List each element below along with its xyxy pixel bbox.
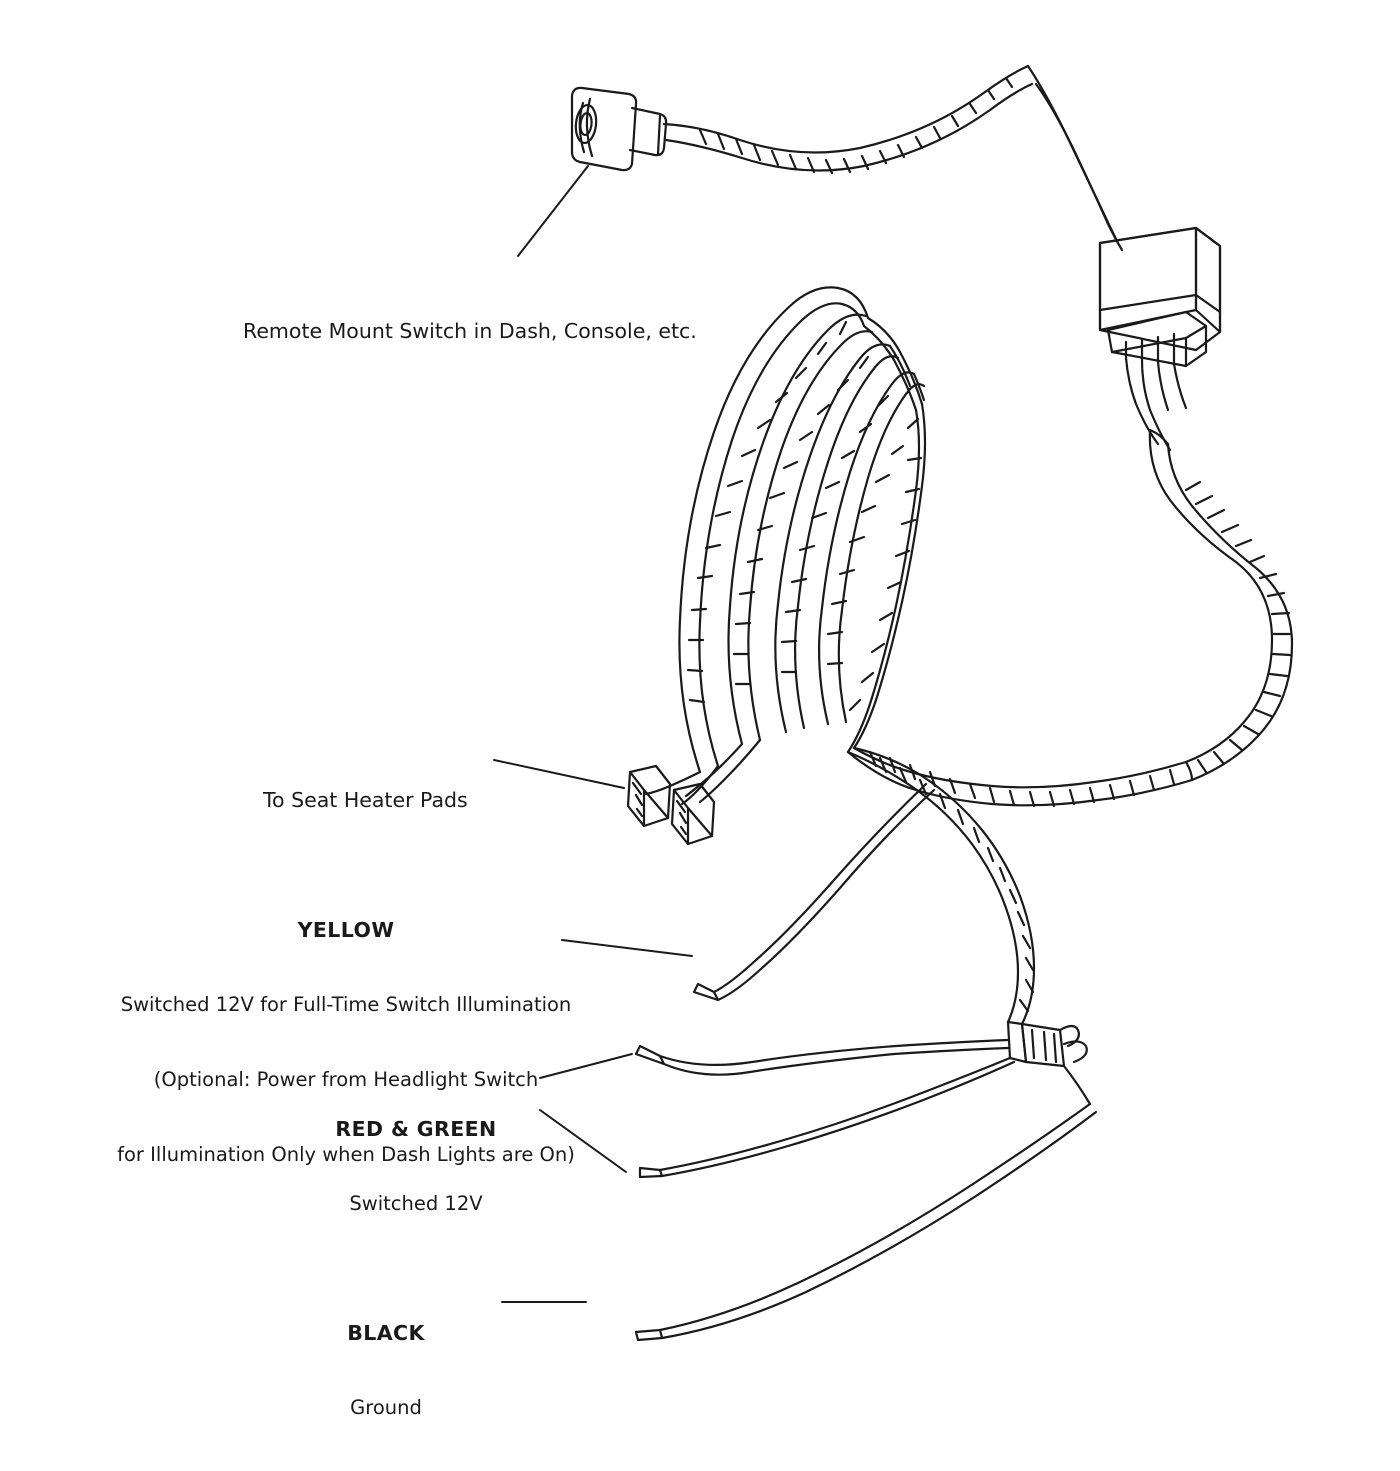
callout-remote-switch — [243, 266, 697, 397]
relay-module — [1028, 66, 1292, 780]
red-green-pigtail-wires — [636, 1040, 1014, 1177]
callout-black-label: BLACK — [347, 1320, 425, 1345]
callout-seat-heater-pads — [263, 735, 468, 866]
callout-yellow-label: YELLOW — [297, 917, 395, 942]
callout-yellow-line3: for Illumination Only when Dash Lights are On) — [117, 1142, 575, 1166]
leader-remote-switch — [518, 166, 588, 256]
coiled-wire-bundle — [679, 287, 925, 772]
main-sleeve-run — [848, 748, 1192, 1024]
leader-seat-heater-pads — [494, 760, 624, 788]
fuse-holder — [1008, 1022, 1090, 1104]
callout-black-line1: Ground — [350, 1396, 422, 1420]
callout-red-green-line1: Switched 12V — [349, 1192, 483, 1216]
callout-black — [300, 1270, 472, 1471]
callout-red-green-label: RED & GREEN — [335, 1116, 497, 1141]
callout-seat-heater-pads-text: To Seat Heater Pads — [263, 788, 468, 813]
callout-red-green — [305, 1066, 527, 1267]
callout-yellow-line2: (Optional: Power from Headlight Switch — [153, 1067, 539, 1091]
callout-remote-switch-text: Remote Mount Switch in Dash, Console, etc. — [243, 319, 697, 344]
remote-switch-connector — [572, 66, 1032, 173]
black-ground-wire — [636, 1104, 1096, 1340]
callout-yellow-line1: Switched 12V for Full-Time Switch Illumination — [120, 993, 572, 1017]
yellow-pigtail-wire — [694, 784, 934, 1000]
